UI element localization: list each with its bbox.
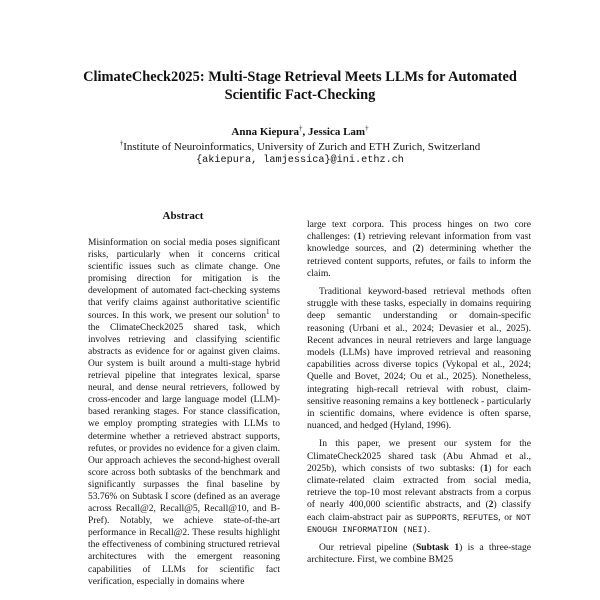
body-paragraph-1: large text corpora. This process hinges on two core challenges: (1) retrieving relevant information from vast knowledge sources, and (2) determining whether the retrieved content supports, refutes, or fails to inform the claim. — [307, 219, 531, 279]
author-block — [40, 125, 560, 169]
author-sep: , — [302, 126, 308, 138]
footnote-marker: 1 — [266, 307, 270, 316]
author-email: {akiepura, lamjessica}@ini.ethz.ch — [196, 155, 404, 166]
title-line-2: Scientific Fact-Checking — [224, 87, 376, 103]
title-line-1: ClimateCheck2025: Multi-Stage Retrieval Meets LLMs for Automated — [83, 69, 517, 85]
dagger-2: † — [365, 124, 369, 133]
body-paragraph-3: In this paper, we present our system for the ClimateCheck2025 shared task (Abu Ahmad et al., 2025b), which consists of two subtasks: (1) for each climate-related claim extracted from social media, retrieve the top-10 most relevant abstracts from a corpus of nearly 400,000 scientific abstracts, and (2) classify each claim-abstract pair as SUPPORTS, REFUTES, or NOT ENOUGH INFORMATION (NEI). — [307, 438, 532, 535]
abstract-heading: Abstract — [162, 210, 204, 222]
dagger-3: † — [119, 138, 124, 147]
body-paragraph-2: Traditional keyword-based retrieval methods often struggle with these tasks, especially in domains requiring deep semantic understanding or domain-specific reasoning (Urbani et al., 2024; Devasier et al., 2025). Recent advances in neural retrievers and large language models (LLMs) have improved retrieval and reasoning capabilities across diverse topics (Vykopal et al., 2024; Quelle and Bovet, 2024; Ou et al., 2025). Nonetheless, integrating high-recall retrieval with robust, claim-sensitive reasoning remains a key bottleneck - particularly in scientific domains, where evidence is often sparse, nuanced, and hedged (Hyland, 1996). — [307, 286, 531, 432]
abstract-paragraph: Misinformation on social media poses significant risks, particularly when it concerns critical scientific issues such as climate change. One promising direction for mitigation is the development of automated fact-checking systems that verify claims against authoritative scientific sources. In this work, we present our solution$^1$ to the ClimateCheck2025 shared task, which involves retrieving and classifying scientific abstracts as evidence for or against given claims. Our system is built around a multi-stage hybrid retrieval pipeline that integrates lexical, sparse neural, and dense neural retrievers, followed by cross-encoder and large language model (LLM)-based reranking stages. For stance classification, we employ prompting strategies with LLMs to determine whether a retrieved abstract supports, refutes, or provides no evidence for a given claim. Our approach achieves the second-highest overall score across both subtasks of the benchmark and significantly surpasses the final baseline by 53.76% on Subtask I score (defined as an average across Recall@2, Recall@5, Recall@10, and B-Pref). Notably, we achieve state-of-the-art performance in Recall@2. These results highlight the effectiveness of combining structured retrieval architectures with the emergent reasoning capabilities of LLMs for scientific fact verification, especially in domains where — [88, 238, 281, 587]
body-paragraph-4: Our retrieval pipeline (Subtask 1) is a three-stage architecture. First, we combine BM25 — [307, 542, 532, 566]
body-column — [307, 219, 531, 572]
author-2: Jessica Lam — [307, 126, 366, 138]
abstract-body — [88, 237, 280, 588]
author-1: Anna Kiepura — [231, 126, 299, 138]
paper-title — [40, 68, 560, 104]
dagger-1: † — [298, 124, 303, 133]
affiliation: †Institute of Neuroinformatics, University of Zurich and ETH Zurich, Switzerland — [119, 138, 481, 153]
author-names — [40, 125, 560, 140]
